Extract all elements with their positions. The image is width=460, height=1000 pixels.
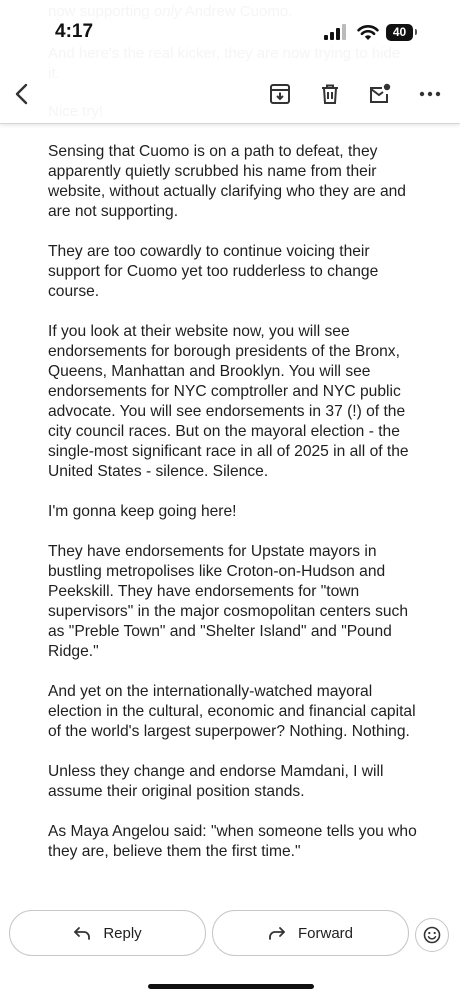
reply-icon [73, 926, 91, 940]
mark-unread-icon [368, 83, 392, 105]
email-paragraph: As Maya Angelou said: "when someone tells you who they are, believe them the first time." [48, 823, 417, 860]
smiley-icon [423, 926, 441, 944]
wifi-icon [357, 24, 379, 41]
reply-button[interactable] [9, 910, 206, 956]
email-paragraph: I'm gonna keep going here! [48, 503, 237, 520]
action-bar [0, 904, 460, 1000]
email-paragraph: If you look at their website now, you will see endorsements for borough presidents of the Bronx, Queens, Manhattan and Brooklyn. You will see endorsements for NYC comptroller and NYC public advocate. You will see endorsements in 37 (!) of the city council races. But on the mayoral election - the single-most significant race in all of 2025 in all of the United States - silence. Silence. [48, 323, 409, 480]
email-paragraph: Sensing that Cuomo is on a path to defeat, they apparently quietly scrubbed his name from their website, without actually clarifying who they are and are not supporting. [48, 143, 406, 220]
email-paragraph: Unless they change and endorse Mamdani, I will assume their original position stands. [48, 763, 384, 800]
forward-label: Forward [297, 924, 353, 942]
reply-label: Reply [103, 924, 142, 942]
top-bar [0, 0, 460, 124]
more-options-button[interactable] [416, 80, 444, 108]
delete-button[interactable] [316, 80, 344, 108]
email-body [48, 142, 418, 882]
mark-unread-button[interactable] [366, 80, 394, 108]
email-paragraph: They have endorsements for Upstate mayors in bustling metropolises like Croton-on-Hudson and Peekskill. They have endorsements for "town supervisors" in the major cosmopolitan centers such as "Preble Town" and "Shelter Island" and "Pound Ridge." [48, 543, 409, 660]
back-button[interactable] [8, 80, 36, 108]
emoji-reaction-button[interactable] [415, 918, 449, 952]
forward-button[interactable] [212, 910, 409, 956]
email-paragraph: They are too cowardly to continue voicing their support for Cuomo yet too rudderless to change course. [48, 243, 379, 300]
archive-icon [269, 83, 291, 105]
cellular-signal-icon [324, 24, 346, 40]
more-horizontal-icon [419, 91, 441, 97]
archive-button[interactable] [266, 80, 294, 108]
forward-icon [268, 926, 286, 940]
email-paragraph: And yet on the internationally-watched mayoral election in the cultural, economic and financial capital of the world's largest superpower? Nothing. Nothing. [48, 683, 416, 740]
battery-tip [415, 29, 417, 35]
trash-icon [319, 83, 341, 105]
status-time: 4:17 [55, 21, 94, 42]
battery-icon: 40 [386, 24, 413, 41]
chevron-left-icon [12, 82, 32, 106]
home-indicator[interactable] [148, 984, 314, 989]
